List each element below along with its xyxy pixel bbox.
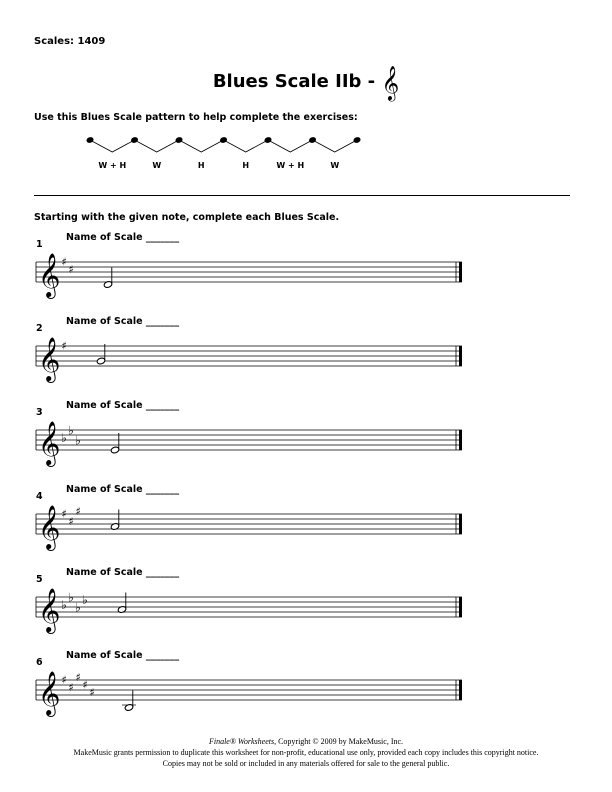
sharp-icon: ♯	[68, 681, 74, 694]
half-note	[110, 446, 119, 454]
scale-name-blank[interactable]: Name of Scale _______	[66, 484, 180, 495]
blues-pattern-diagram	[80, 130, 380, 180]
final-barline-thick	[459, 430, 462, 450]
sharp-icon: ♯	[61, 255, 67, 269]
pattern-note	[175, 136, 184, 144]
worksheet-code: Scales: 1409	[34, 36, 106, 47]
sharp-icon: ♯	[75, 671, 81, 684]
pattern-step-label: W + H	[98, 161, 127, 170]
exercise-4	[34, 484, 474, 554]
pattern-note	[86, 136, 95, 144]
sharp-icon: ♯	[68, 515, 74, 528]
pattern-note	[130, 136, 139, 144]
treble-clef-icon: 𝄞	[381, 66, 400, 101]
treble-clef-icon: 𝄞	[38, 253, 61, 297]
scale-name-blank[interactable]: Name of Scale _______	[66, 567, 180, 578]
pattern-step-label: W	[152, 161, 162, 170]
footer-line-1: Finale® Worksheets, Copyright © 2009 by MakeMusic, Inc.	[208, 737, 404, 746]
final-barline-thick	[459, 514, 462, 534]
pattern-step-label: H	[197, 161, 205, 170]
music-staff	[34, 670, 474, 720]
sharp-icon: ♯	[61, 673, 67, 687]
exercise-number: 3	[36, 407, 43, 418]
final-barline-thick	[459, 597, 462, 617]
flat-icon: ♭	[61, 431, 67, 445]
title-text: Blues Scale IIb -	[212, 71, 376, 92]
sharp-icon: ♯	[75, 505, 81, 518]
flat-icon: ♭	[75, 433, 81, 448]
scale-name-blank[interactable]: Name of Scale _______	[66, 316, 180, 327]
flat-icon: ♭	[82, 593, 88, 607]
treble-clef-icon: 𝄞	[38, 337, 61, 381]
sharp-icon: ♯	[61, 339, 67, 353]
footer-line-2: MakeMusic grants permission to duplicate this worksheet for non-profit, educational use only, provided each copy includes this copyright notice.	[73, 748, 539, 757]
final-barline-thick	[459, 262, 462, 282]
pattern-note	[219, 136, 228, 144]
pattern-note	[264, 136, 273, 144]
exercise-3	[34, 400, 474, 470]
pattern-note	[353, 136, 362, 144]
exercise-6	[34, 650, 474, 720]
treble-clef-icon: 𝄞	[38, 421, 61, 465]
music-staff	[34, 420, 474, 470]
pattern-step-label: H	[242, 161, 250, 170]
exercise-number: 1	[36, 239, 43, 250]
exercise-number: 6	[36, 657, 43, 668]
pattern-note	[308, 136, 317, 144]
exercise-2	[34, 316, 474, 386]
final-barline-thick	[459, 680, 462, 700]
scale-name-blank[interactable]: Name of Scale _______	[66, 232, 180, 243]
sharp-icon: ♯	[82, 678, 88, 692]
exercise-number: 4	[36, 491, 43, 502]
final-barline-thick	[459, 346, 462, 366]
music-staff	[34, 252, 474, 302]
sharp-icon: ♯	[68, 263, 74, 276]
flat-icon: ♭	[68, 590, 74, 605]
pattern-instruction: Use this Blues Scale pattern to help complete the exercises:	[34, 112, 358, 123]
exercise-1	[34, 232, 474, 302]
music-staff	[34, 336, 474, 386]
exercise-directions: Starting with the given note, complete each Blues Scale.	[34, 212, 340, 223]
section-divider	[34, 195, 570, 196]
page-title	[0, 66, 612, 101]
half-note	[96, 357, 105, 365]
scale-name-blank[interactable]: Name of Scale _______	[66, 650, 180, 661]
treble-clef-icon: 𝄞	[38, 505, 61, 549]
flat-icon: ♭	[68, 423, 74, 438]
scale-name-blank[interactable]: Name of Scale _______	[66, 400, 180, 411]
exercise-number: 2	[36, 323, 43, 334]
flat-icon: ♭	[75, 600, 81, 615]
footer-line-3: Copies may not be sold or included in any materials offered for sale to the general public.	[162, 759, 450, 768]
exercise-number: 5	[36, 574, 43, 585]
treble-clef-icon: 𝄞	[38, 671, 61, 715]
exercise-5	[34, 567, 474, 637]
sharp-icon: ♯	[61, 507, 67, 521]
pattern-step-label: W	[330, 161, 340, 170]
treble-clef-icon: 𝄞	[38, 588, 61, 632]
copyright-footer	[0, 736, 612, 769]
music-staff	[34, 504, 474, 554]
music-staff	[34, 587, 474, 637]
pattern-step-label: W + H	[276, 161, 305, 170]
sharp-icon: ♯	[89, 686, 95, 699]
flat-icon: ♭	[61, 598, 67, 612]
